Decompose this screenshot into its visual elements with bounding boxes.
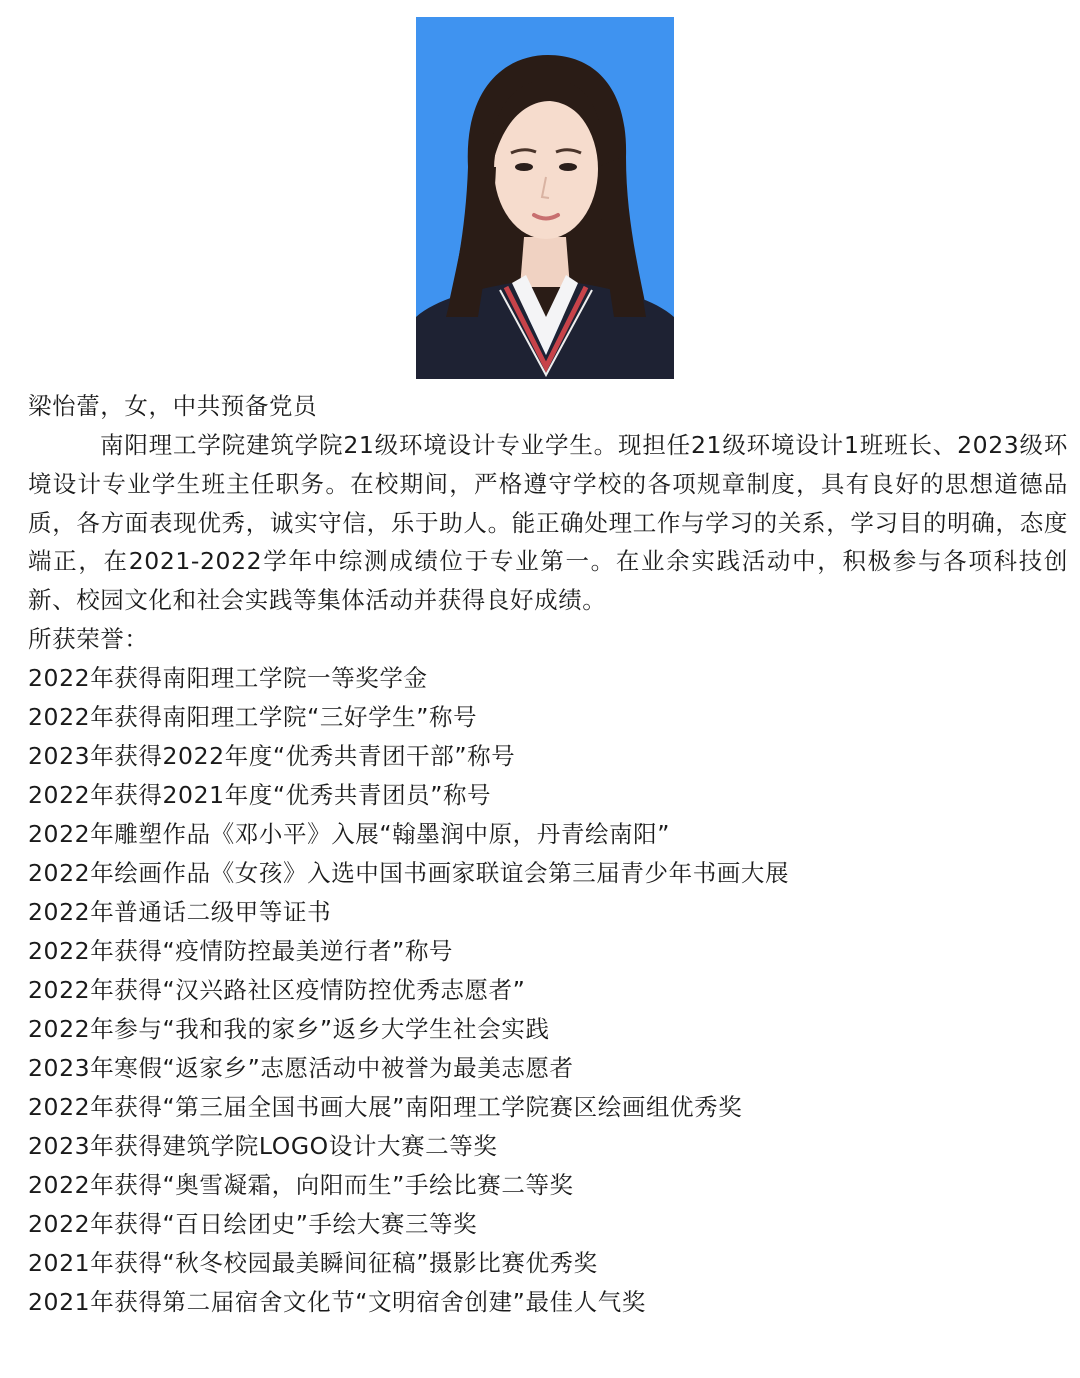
honors-heading: 所获荣誉：	[28, 624, 149, 653]
honors-list	[28, 659, 1068, 1322]
honor-item: 2022年获得南阳理工学院一等奖学金	[28, 663, 428, 692]
honor-item: 2023年获得2022年度“优秀共青团干部”称号	[28, 741, 516, 770]
honor-item: 2022年获得“疫情防控最美逆行者”称号	[28, 936, 454, 965]
honor-item: 2022年获得“百日绘团史”手绘大赛三等奖	[28, 1209, 478, 1238]
honor-item: 2022年获得南阳理工学院“三好学生”称号	[28, 702, 478, 731]
profile-text	[28, 387, 1068, 1322]
honor-item: 2023年获得建筑学院LOGO设计大赛二等奖	[28, 1131, 498, 1160]
honor-item: 2022年获得“汉兴路社区疫情防控优秀志愿者”	[28, 975, 526, 1004]
honor-item: 2022年参与“我和我的家乡”返乡大学生社会实践	[28, 1014, 550, 1043]
honor-item: 2022年获得“第三届全国书画大展”南阳理工学院赛区绘画组优秀奖	[28, 1092, 743, 1121]
portrait-illustration	[416, 17, 674, 379]
honor-item: 2022年获得2021年度“优秀共青团员”称号	[28, 780, 492, 809]
honor-item: 2023年寒假“返家乡”志愿活动中被誉为最美志愿者	[28, 1053, 574, 1082]
honor-item: 2021年获得“秋冬校园最美瞬间征稿”摄影比赛优秀奖	[28, 1248, 598, 1277]
honor-item: 2022年获得“奥雪凝霜，向阳而生”手绘比赛二等奖	[28, 1170, 574, 1199]
honor-item: 2022年普通话二级甲等证书	[28, 897, 332, 926]
honor-item: 2022年雕塑作品《邓小平》入展“翰墨润中原，丹青绘南阳”	[28, 819, 671, 848]
honor-item: 2021年获得第二届宿舍文化节“文明宿舍创建”最佳人气奖	[28, 1287, 646, 1316]
honor-item: 2022年绘画作品《女孩》入选中国书画家联谊会第三届青少年书画大展	[28, 858, 790, 887]
bio-paragraph: 南阳理工学院建筑学院21级环境设计专业学生。现担任21级环境设计1班班长、2023级环境设计专业学生班主任职务。在校期间，严格遵守学校的各项规章制度，具有良好的思想道德品质，各方面表现优秀，诚实守信，乐于助人。能正确处理工作与学习的关系，学习目的明确，态度端正，在2021-2022学年中综测成绩位于专业第一。在业余实践活动中，积极参与各项科技创新、校园文化和社会实践等集体活动并获得良好成绩。	[28, 431, 1068, 615]
name-header: 梁怡蕾，女，中共预备党员	[28, 392, 318, 420]
portrait-photo	[416, 17, 674, 379]
